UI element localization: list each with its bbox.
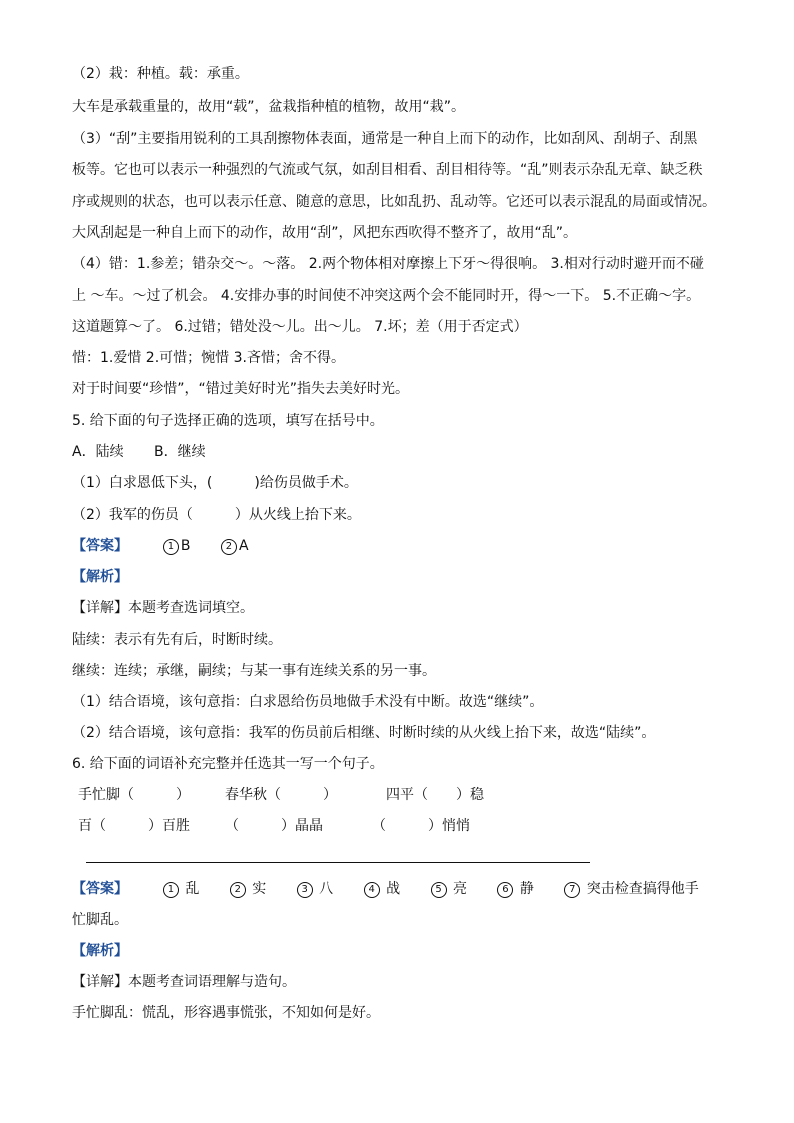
option-b: B．继续 [154,444,206,460]
circled-number: 1 [163,539,179,555]
text-line: 板等。它也可以表示一种强烈的气流或气氛，如刮目相看、刮目相待等。“乱”则表示杂乱无章、缺乏秩 [72,162,703,178]
detail-label: 【详解】 [72,974,128,990]
detail-text: 本题考查词语理解与造句。 [128,974,296,990]
text-line: 忙脚乱。 [72,912,128,928]
detail-label: 【详解】 [72,600,128,616]
text-line: 惜：1.爱惜 2.可惜；惋惜 3.吝惜；舍不得。 [72,350,345,366]
analysis-heading [72,567,732,587]
circled-number: 2 [230,882,246,898]
answer-value: 静 [519,881,534,897]
answer-item [221,536,249,556]
answer-item [431,879,467,899]
answer-item [497,879,533,899]
circled-number: 2 [221,539,237,555]
answer-value: 乱 [185,881,200,897]
question-5: 5. 给下面的句子选择正确的选项，填写在括号中。 [72,413,384,429]
analysis-heading [72,941,732,961]
answer-value: A [238,538,249,554]
text-line: 手忙脚乱：慌乱，形容遇事慌张，不知如何是好。 [72,1005,380,1021]
answer-value: 突击检查搞得他手 [586,881,699,897]
circled-number: 3 [297,882,313,898]
circled-number: 7 [564,882,580,898]
question-5-options [72,442,732,462]
answer-item [163,536,191,556]
circled-number: 4 [364,882,380,898]
answer-value: B [180,538,191,554]
answer-item [163,879,199,899]
text-line: 序或规则的状态，也可以表示任意、随意的意思，比如乱扔、乱动等。它还可以表示混乱的局面或情况。 [72,194,716,210]
circled-number: 6 [497,882,513,898]
detail-text: 本题考查选词填空。 [128,600,254,616]
answer-label: 【答案】 [72,538,128,554]
detail-line [72,598,732,618]
detail-line [72,972,732,992]
answer-value: 实 [252,881,267,897]
text-line: 大风刮起是一种自上而下的动作，故用“刮”，风把东西吹得不整齐了，故用“乱”。 [72,225,578,241]
answer-item [564,879,698,899]
answer-value: 亮 [452,881,467,897]
text-line: 这道题算～了。 6.过错；错处没～儿。出～儿。 7.坏；差（用于否定式） [72,319,528,335]
text-line: 陆续：表示有先有后，时断时续。 [72,632,282,648]
answer-underline [86,862,590,863]
text-line: （3）“刮”主要指用锐利的工具刮擦物体表面，通常是一种自上而下的动作，比如刮风、刮胡子、刮黑 [72,131,698,147]
circled-number: 1 [163,882,179,898]
question-5-sentence-2: （2）我军的伤员（ ）从火线上抬下来。 [72,507,361,523]
text-line: 继续：连续；承继，嗣续；与某一事有连续关系的另一事。 [72,663,436,679]
text-line: 对于时间要“珍惜”，“错过美好时光”指失去美好时光。 [72,381,410,397]
answer-line-6 [72,879,732,899]
option-a: A．陆续 [72,444,124,460]
text-line: （2）结合语境，该句意指：我军的伤员前后相继、时断时续的从火线上抬下来，故选“陆续”。 [72,725,656,741]
answer-item [364,879,400,899]
text-line: 上 ～车。～过了机会。 4.安排办事的时间使不冲突这两个会不能同时开，得～一下。 5.不正确～字。 [72,288,701,304]
answer-item [297,879,333,899]
text-line: （2）栽：种植。载：承重。 [72,66,249,82]
answer-value: 战 [386,881,401,897]
answer-label: 【答案】 [72,881,128,897]
text-line: 大车是承载重量的，故用“载”，盆栽指种植的植物，故用“栽”。 [72,99,466,115]
question-6-row-1: 手忙脚（ ） 春华秋（ ） 四平（ ）稳 [78,787,484,803]
answer-line-5 [72,536,732,556]
question-5-sentence-1: （1）白求恩低下头，( )给伤员做手术。 [72,475,358,491]
analysis-label: 【解析】 [72,943,128,959]
text-line: （1）结合语境，该句意指：白求恩给伤员地做手术没有中断。故选“继续”。 [72,694,544,710]
circled-number: 5 [431,882,447,898]
text-line: （4）错：1.参差；错杂交～。～落。 2.两个物体相对摩擦上下牙～得很响。 3.相对行动时避开而不碰 [72,256,704,272]
question-6-row-2: 百（ ）百胜 （ ）晶晶 （ ）悄悄 [78,818,470,834]
answer-item [230,879,266,899]
analysis-label: 【解析】 [72,569,128,585]
answer-value: 八 [319,881,334,897]
question-6: 6. 给下面的词语补充完整并任选其一写一个句子。 [72,756,384,772]
